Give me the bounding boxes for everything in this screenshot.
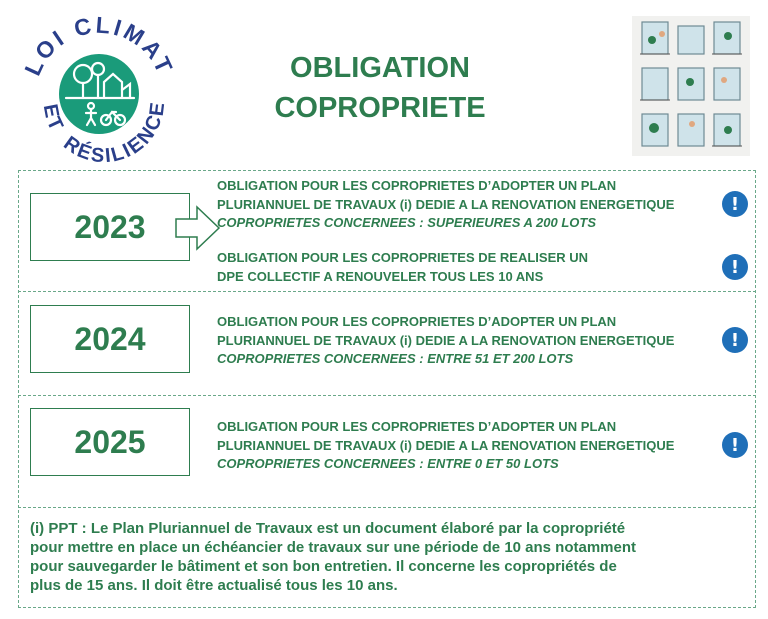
obligation-text-line: PLURIANNUEL DE TRAVAUX (i) DEDIE A LA RENOVATION ENERGETIQUE: [217, 437, 675, 453]
obligation-text-line: OBLIGATION POUR LES COPROPRIETES D’ADOPTER UN PLAN: [217, 178, 617, 193]
footnote-line: pour mettre en place un échéancier de travaux sur une période de 10 ans notamment: [30, 539, 637, 556]
year-label-2023: 2023: [74, 208, 146, 245]
footnote-line: pour sauvegarder le bâtiment et son bon entretien. Il concerne les copropriétés de: [30, 558, 617, 575]
page-title-line1: OBLIGATION: [290, 52, 470, 84]
right-arrow-icon: [175, 205, 221, 251]
year-label-2024: 2024: [74, 320, 146, 357]
obligation-note: COPROPRIETES CONCERNEES : ENTRE 51 ET 200 LOTS: [217, 351, 574, 366]
obligation-text-line: OBLIGATION POUR LES COPROPRIETES D’ADOPTER UN PLAN: [217, 419, 617, 434]
obligation-2025-ppt: [217, 418, 674, 474]
divider-2025: [18, 395, 756, 396]
logo-top-text: LOI CLIMAT: [19, 11, 179, 80]
obligation-2023-ppt: [217, 177, 674, 233]
obligation-text-line: OBLIGATION POUR LES COPROPRIETES D’ADOPTER UN PLAN: [217, 314, 617, 329]
obligation-note: COPROPRIETES CONCERNEES : SUPERIEURES A 200 LOTS: [217, 215, 596, 230]
divider-2024: [18, 291, 756, 292]
exclamation-circle-icon: !: [722, 191, 748, 217]
obligation-2023-dpe: [217, 249, 588, 286]
exclamation-circle-icon: !: [722, 254, 748, 280]
ppt-footnote: [30, 519, 745, 595]
building-illustration: [632, 16, 750, 156]
obligation-note: COPROPRIETES CONCERNEES : ENTRE 0 ET 50 LOTS: [217, 456, 559, 471]
page-title: [255, 48, 505, 128]
year-box-2024: [30, 305, 190, 373]
loi-climat-logo: [14, 8, 184, 168]
footnote-line: (i) PPT : Le Plan Pluriannuel de Travaux est un document élaboré par la copropriété: [30, 520, 626, 537]
obligation-text-line: OBLIGATION POUR LES COPROPRIETES DE REALISER UN: [217, 250, 589, 265]
logo-bottom-text: RÉSILIENCE: [59, 99, 170, 168]
logo-bottom-left: ET: [38, 102, 68, 136]
obligation-2024-ppt: [217, 313, 674, 369]
exclamation-circle-icon: !: [722, 327, 748, 353]
footnote-line: plus de 15 ans. Il doit être actualisé tous les 10 ans.: [30, 577, 398, 594]
page-title-line2: COPROPRIETE: [274, 92, 486, 124]
year-label-2025: 2025: [74, 423, 146, 460]
exclamation-circle-icon: !: [722, 432, 748, 458]
obligation-text-line: DPE COLLECTIF A RENOUVELER TOUS LES 10 ANS: [217, 268, 544, 284]
obligation-text-line: PLURIANNUEL DE TRAVAUX (i) DEDIE A LA RENOVATION ENERGETIQUE: [217, 196, 675, 212]
obligation-text-line: PLURIANNUEL DE TRAVAUX (i) DEDIE A LA RENOVATION ENERGETIQUE: [217, 332, 675, 348]
year-box-2025: [30, 408, 190, 476]
year-box-2023: [30, 193, 190, 261]
divider-footnote: [18, 507, 756, 508]
